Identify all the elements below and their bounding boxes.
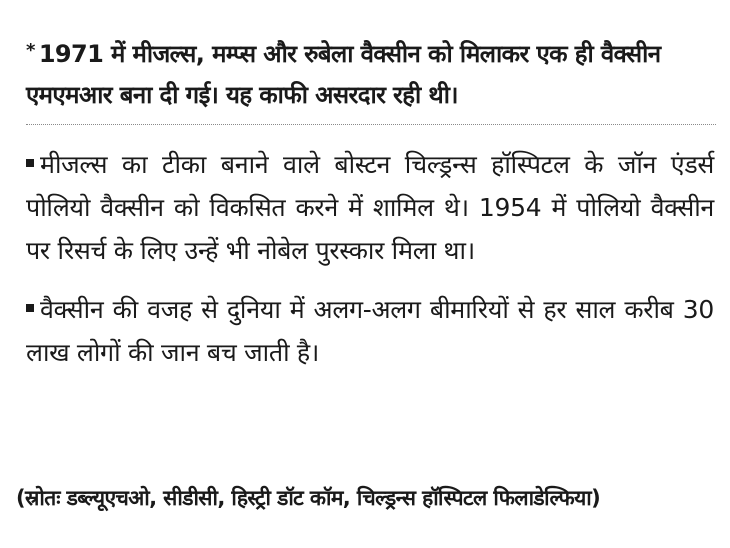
square-bullet-icon [26,159,34,167]
square-bullet-icon [26,304,34,312]
fact-item [26,288,714,374]
source-credit: (स्रोतः डब्ल्यूएचओ, सीडीसी, हिस्ट्री डॉट कॉम, चिल्ड्रन्स हॉस्पिटल फिलाडेल्फिया) [16,486,601,510]
history-note-text: 1971 में मीजल्स, मम्प्स और रुबेला वैक्सीन को मिलाकर एक ही वैक्सीन एमएमआर बना दी गई। यह काफी असरदार रही थी। [26,40,661,109]
dotted-divider [26,124,716,125]
fact-text: मीजल्स का टीका बनाने वाले बोस्टन चिल्ड्रन्स हॉस्पिटल के जॉन एंडर्स पोलियो वैक्सीन को विकसित करने में शामिल थे। 1954 में पोलियो वैक्सीन पर रिसर्च के लिए उन्हें भी नोबेल पुरस्कार मिला था। [26,150,714,265]
fact-item [26,143,714,272]
fact-text: वैक्सीन की वजह से दुनिया में अलग-अलग बीमारियों से हर साल करीब 30 लाख लोगों की जान बच जाती है। [26,295,714,367]
asterisk-marker: * [26,40,35,61]
history-note [26,30,714,116]
